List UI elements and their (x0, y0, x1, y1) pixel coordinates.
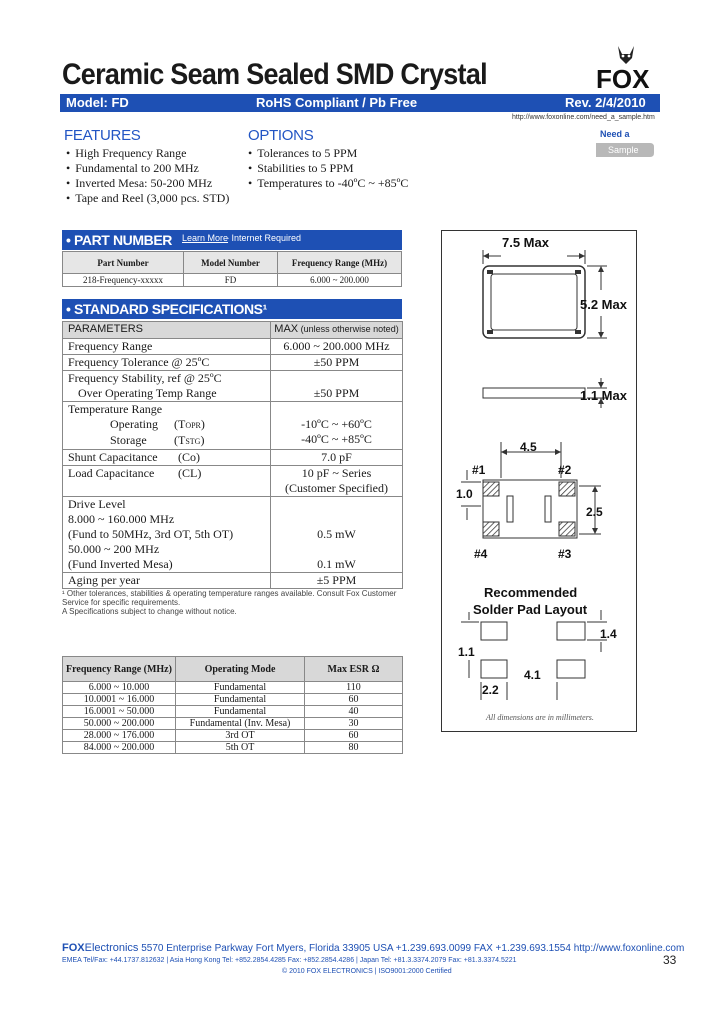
footnote-1: ¹ Other tolerances, stabilities & operating temperature ranges available. Consult Fox Customer Service for specific requirements. (62, 589, 397, 607)
dim-pad-h: 1.0 (456, 487, 473, 501)
table-cell: 80 (305, 742, 403, 754)
param-label: Storage (110, 433, 147, 447)
column-header: Part Number (63, 252, 184, 274)
table-row (63, 706, 403, 718)
solder-pad-title: Solder Pad Layout (473, 602, 588, 617)
param-value: ±50 PPM (271, 371, 403, 402)
internet-required-note: - Internet Required (226, 233, 302, 243)
table-row (63, 730, 403, 742)
param-label: Frequency Stability, ref @ 25ºC (68, 371, 222, 385)
column-header: Max ESR Ω (305, 657, 403, 682)
dim-thickness: 1.1 Max (580, 388, 627, 403)
param-value: ±50 PPM (271, 355, 403, 371)
part-number-heading: • PART NUMBER (66, 232, 172, 248)
page-number: 33 (663, 953, 677, 967)
logo-text: FOX (596, 64, 650, 92)
param-label: 50.000 ~ 200 MHz (68, 542, 160, 556)
param-value: ±5 PPM (271, 573, 403, 589)
param-label: Aging per year (63, 573, 271, 589)
sample-link[interactable]: http://www.foxonline.com/need_a_sample.htm (512, 114, 655, 121)
param-label: Frequency Tolerance @ 25ºC (63, 355, 271, 371)
param-value: 0.1 mW (317, 557, 356, 571)
param-value: -40ºC ~ +85ºC (301, 432, 372, 446)
dim-height: 5.2 Max (580, 297, 627, 312)
table-cell: 16.0001 ~ 50.000 (63, 706, 176, 718)
standard-specs-bar (62, 299, 402, 319)
footer-address-text: 5570 Enterprise Parkway Fort Myers, Florida 33905 USA +1.239.693.0099 FAX +1.239.693.1554 http://www.foxonline.com (138, 943, 685, 954)
footer-intl-contacts: EMEA Tel/Fax: +44.1737.812632 | Asia Hong Kong Tel: +852.2854.4285 Fax: +852.2854.4286 | Japan Tel: +81.3.3374.2079 Fax: +81.3.3374.5221 (62, 957, 517, 964)
pin-2-label: #2 (558, 463, 572, 477)
footer-brand-fox: FOX (62, 942, 85, 954)
dim-pad-14: 1.4 (600, 627, 617, 641)
table-cell: 60 (305, 694, 403, 706)
table-cell: 5th OT (176, 742, 305, 754)
list-item: • Tolerances to 5 PPM (248, 146, 408, 161)
param-symbol: (CL) (178, 466, 202, 480)
table-row (63, 742, 403, 754)
dim-width: 7.5 Max (502, 235, 549, 250)
param-label: (Fund Inverted Mesa) (68, 557, 173, 571)
fox-logo (594, 44, 658, 92)
column-header: Frequency Range (MHz) (278, 252, 402, 274)
table-cell: 28.000 ~ 176.000 (63, 730, 176, 742)
standard-specs-heading: • STANDARD SPECIFICATIONS¹ (66, 301, 267, 317)
footer-copyright: © 2010 FOX ELECTRONICS | ISO9001:2000 Certified (282, 968, 452, 975)
dim-pitch: 4.5 (520, 440, 537, 454)
table-row (63, 339, 403, 355)
param-label: (Fund to 50MHz, 3rd OT, 5th OT) (68, 527, 234, 541)
table-row (63, 466, 403, 497)
max-label: MAX (274, 323, 299, 335)
param-label: Drive Level (68, 497, 126, 511)
max-note: (unless otherwise noted) (298, 324, 399, 334)
column-header: Operating Mode (176, 657, 305, 682)
column-header: PARAMETERS (63, 322, 271, 339)
table-cell: 218-Frequency-xxxxx (63, 274, 184, 287)
dim-pad-11: 1.1 (458, 645, 475, 659)
param-label: Load Capacitance (68, 466, 155, 480)
model-label: Model: FD (66, 95, 129, 110)
recommended-title: Recommended (484, 585, 578, 600)
table-row (63, 682, 403, 694)
table-cell: 10.0001 ~ 16.000 (63, 694, 176, 706)
list-item: • Inverted Mesa: 50-200 MHz (66, 176, 229, 191)
table-row (63, 497, 403, 573)
param-label: 8.000 ~ 160.000 MHz (68, 512, 175, 526)
param-label: Frequency Range (63, 339, 271, 355)
options-list (248, 146, 408, 191)
dim-pad-41: 4.1 (524, 668, 541, 682)
table-cell: 6.000 ~ 200.000 (278, 274, 402, 287)
param-symbol: (T (174, 417, 186, 431)
param-label: Operating (110, 417, 158, 431)
dimension-drawing (441, 230, 637, 732)
param-value: 0.5 mW (317, 527, 356, 541)
features-list (66, 146, 229, 206)
need-sample-button[interactable] (594, 127, 656, 157)
table-cell: Fundamental (176, 694, 305, 706)
table-row (63, 718, 403, 730)
pin-4-label: #4 (474, 547, 488, 561)
param-value: 6.000 ~ 200.000 MHz (271, 339, 403, 355)
param-value: 7.0 pF (271, 450, 403, 466)
table-cell: 60 (305, 730, 403, 742)
param-symbol: (T (174, 433, 186, 447)
table-cell: 6.000 ~ 10.000 (63, 682, 176, 694)
specs-table (62, 321, 403, 589)
param-subscript: OPR (185, 421, 201, 430)
param-subscript: STG (185, 437, 201, 446)
footer-brand-electronics: Electronics (84, 942, 139, 954)
column-header (271, 322, 403, 339)
table-cell: 84.000 ~ 200.000 (63, 742, 176, 754)
table-cell: 40 (305, 706, 403, 718)
table-row (63, 355, 403, 371)
revision-label: Rev. 2/4/2010 (565, 95, 646, 110)
list-item: • Stabilities to 5 PPM (248, 161, 408, 176)
column-header: Model Number (184, 252, 278, 274)
list-item: • Temperatures to -40ºC ~ +85ºC (248, 176, 408, 191)
table-cell: Fundamental (Inv. Mesa) (176, 718, 305, 730)
pin-1-label: #1 (472, 463, 486, 477)
list-item: • Fundamental to 200 MHz (66, 161, 229, 176)
table-cell: Fundamental (176, 682, 305, 694)
param-label: Over Operating Temp Range (78, 386, 217, 400)
table-row (63, 573, 403, 589)
esr-table (62, 656, 403, 754)
footnotes (62, 589, 402, 616)
dim-pad-span: 2.5 (586, 505, 603, 519)
part-number-table (62, 251, 402, 287)
page-title: Ceramic Seam Sealed SMD Crystal (62, 58, 487, 91)
param-symbol: (Co) (178, 450, 200, 464)
param-value: -10ºC ~ +60ºC (301, 417, 372, 431)
options-heading: OPTIONS (248, 127, 314, 144)
footnote-2: A Specifications subject to change without notice. (62, 607, 237, 616)
table-row (63, 274, 402, 287)
param-value: (Customer Specified) (285, 481, 388, 495)
list-item: • Tape and Reel (3,000 pcs. STD) (66, 191, 229, 206)
footer-address (62, 942, 684, 954)
model-bar (60, 94, 660, 112)
part-number-bar (62, 230, 402, 250)
table-cell: 30 (305, 718, 403, 730)
table-row: Temperature Range Operating (TOPR) Storage (TSTG) -10ºC ~ +60ºC -40ºC ~ +85ºC (63, 402, 403, 450)
learn-more-link[interactable]: Learn More (182, 233, 229, 243)
pin-3-label: #3 (558, 547, 572, 561)
table-cell: 3rd OT (176, 730, 305, 742)
table-row (63, 450, 403, 466)
param-value: 10 pF ~ Series (301, 466, 372, 480)
table-cell: FD (184, 274, 278, 287)
table-row (63, 371, 403, 402)
table-cell: 110 (305, 682, 403, 694)
param-label: Shunt Capacitance (68, 450, 158, 464)
sample-text: Sample (608, 145, 639, 155)
need-a-text: Need a (600, 129, 630, 139)
table-row (63, 694, 403, 706)
units-note: All dimensions are in millimeters. (486, 713, 594, 722)
table-cell: 50.000 ~ 200.000 (63, 718, 176, 730)
features-heading: FEATURES (64, 127, 141, 144)
column-header: Frequency Range (MHz) (63, 657, 176, 682)
table-cell: Fundamental (176, 706, 305, 718)
param-label: Temperature Range (68, 402, 163, 416)
dim-pad-22: 2.2 (482, 683, 499, 697)
rohs-label: RoHS Compliant / Pb Free (256, 95, 418, 110)
list-item: • High Frequency Range (66, 146, 229, 161)
